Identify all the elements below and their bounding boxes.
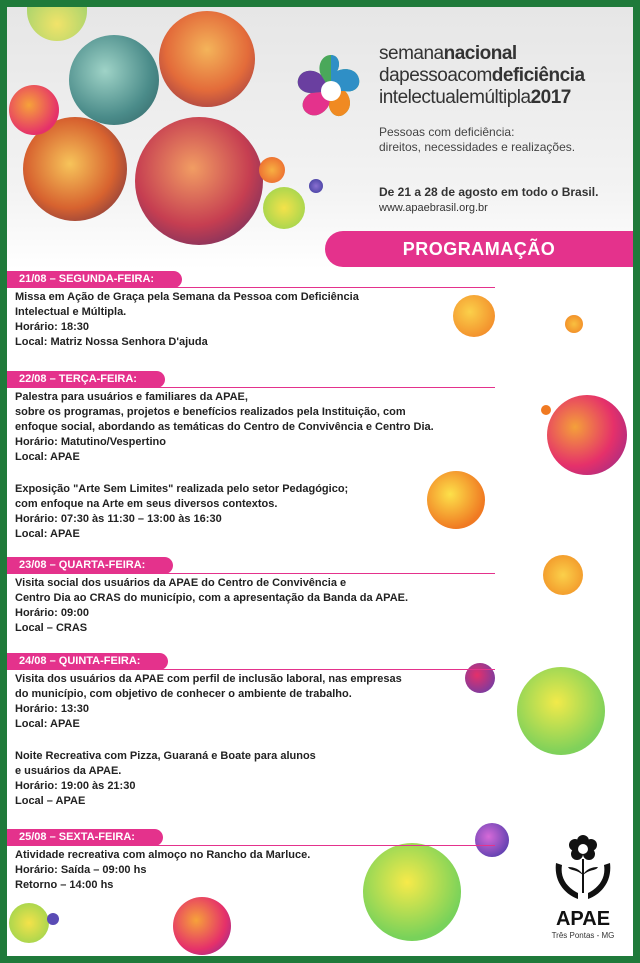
day-label: 21/08 – SEGUNDA-FEIRA: <box>7 271 182 288</box>
day-label: 23/08 – QUARTA-FEIRA: <box>7 557 173 574</box>
event-line: Visita social dos usuários da APAE do Centro de Convivência e <box>15 577 347 589</box>
decorative-bubble <box>263 187 305 229</box>
event-line: Intelectual e Múltipla. <box>15 306 127 318</box>
day-label: 22/08 – TERÇA-FEIRA: <box>7 371 165 388</box>
campaign-logo-icon <box>287 47 375 135</box>
apae-flower-hands-icon <box>548 827 618 907</box>
program-heading: PROGRAMAÇÃO <box>325 231 633 267</box>
day-label: 24/08 – QUINTA-FEIRA: <box>7 653 168 670</box>
event-line: Horário: Matutino/Vespertino <box>15 436 166 448</box>
event-line: com enfoque na Arte em seus diversos contextos. <box>15 498 278 510</box>
event-line: Exposição "Arte Sem Limites" realizada pelo setor Pedagógico; <box>15 483 349 495</box>
event-description <box>15 749 495 809</box>
decorative-bubble <box>565 315 583 333</box>
block-gap <box>15 465 495 480</box>
decorative-bubble <box>309 179 323 193</box>
schedule-day-section <box>15 827 495 893</box>
decorative-bubble <box>543 555 583 595</box>
decorative-bubble <box>547 395 627 475</box>
decorative-bubble <box>47 913 59 925</box>
campaign-title <box>379 43 629 109</box>
event-line: Centro Dia ao CRAS do município, com a apresentação da Banda da APAE. <box>15 592 409 604</box>
event-description <box>15 848 495 893</box>
photo-therapy <box>69 35 159 125</box>
event-line: Horário: Saída – 09:00 hs <box>15 864 147 876</box>
event-line: Local: APAE <box>15 718 80 730</box>
schedule-day-section <box>15 555 495 636</box>
event-line: sobre os programas, projetos e benefícios realizados pela Instituição, com <box>15 406 406 418</box>
event-line: Horário: 13:30 <box>15 703 89 715</box>
event-line: do município, com objetivo de conhecer o ambiente de trabalho. <box>15 688 352 700</box>
subtitle-line: direitos, necessidades e realizações. <box>379 140 576 154</box>
event-description <box>15 390 495 465</box>
apae-name: APAE <box>555 908 611 930</box>
event-line: Palestra para usuários e familiares da APAE, <box>15 391 248 403</box>
photo-group <box>159 11 255 107</box>
decorative-bubble <box>541 405 551 415</box>
decorative-bubble <box>9 85 59 135</box>
event-line: Visita dos usuários da APAE com perfil de inclusão laboral, nas empresas <box>15 673 402 685</box>
event-line: Local – CRAS <box>15 622 88 634</box>
event-line: enfoque social, abordando as temáticas do Centro de Convivência e Centro Dia. <box>15 421 434 433</box>
schedule-day-section <box>15 369 495 542</box>
event-line: Local: Matriz Nossa Senhora D'ajuda <box>15 336 208 348</box>
poster <box>7 7 633 956</box>
event-line: Missa em Ação de Graça pela Semana da Pessoa com Deficiência <box>15 291 359 303</box>
subtitle-line: Pessoas com deficiência: <box>379 125 515 139</box>
schedule-day-section <box>15 269 495 350</box>
title-line: semananacional <box>379 43 517 64</box>
decorative-bubble <box>9 903 49 943</box>
campaign-subtitle <box>379 125 619 155</box>
title-line: dapessoacomdeficiência <box>379 65 585 86</box>
event-line: Horário: 18:30 <box>15 321 89 333</box>
event-line: Horário: 07:30 às 11:30 – 13:00 às 16:30 <box>15 513 222 525</box>
campaign-dates: De 21 a 28 de agosto em todo o Brasil. <box>379 185 599 199</box>
event-line: Horário: 09:00 <box>15 607 89 619</box>
title-line: intelectualemúltipla2017 <box>379 87 571 108</box>
decorative-bubble <box>517 667 605 755</box>
event-line: Local – APAE <box>15 795 86 807</box>
event-line: Retorno – 14:00 hs <box>15 879 114 891</box>
event-line: Atividade recreativa com almoço no Rancho da Marluce. <box>15 849 311 861</box>
apae-logo <box>543 827 623 940</box>
event-line: Local: APAE <box>15 528 80 540</box>
event-description <box>15 482 495 542</box>
campaign-url: www.apaebrasil.org.br <box>379 202 488 214</box>
event-description <box>15 672 495 732</box>
event-description <box>15 576 495 636</box>
apae-city: Três Pontas - MG <box>551 931 615 940</box>
event-line: Horário: 19:00 às 21:30 <box>15 780 136 792</box>
block-gap <box>15 732 495 747</box>
decorative-bubble <box>259 157 285 183</box>
schedule-day-section <box>15 651 495 809</box>
event-line: e usuários da APAE. <box>15 765 122 777</box>
event-line: Local: APAE <box>15 451 80 463</box>
event-description <box>15 290 495 350</box>
event-line: Noite Recreativa com Pizza, Guaraná e Boate para alunos <box>15 750 316 762</box>
decorative-bubble <box>173 897 231 955</box>
photo-wheelchair-user <box>135 117 263 245</box>
day-label: 25/08 – SEXTA-FEIRA: <box>7 829 163 846</box>
